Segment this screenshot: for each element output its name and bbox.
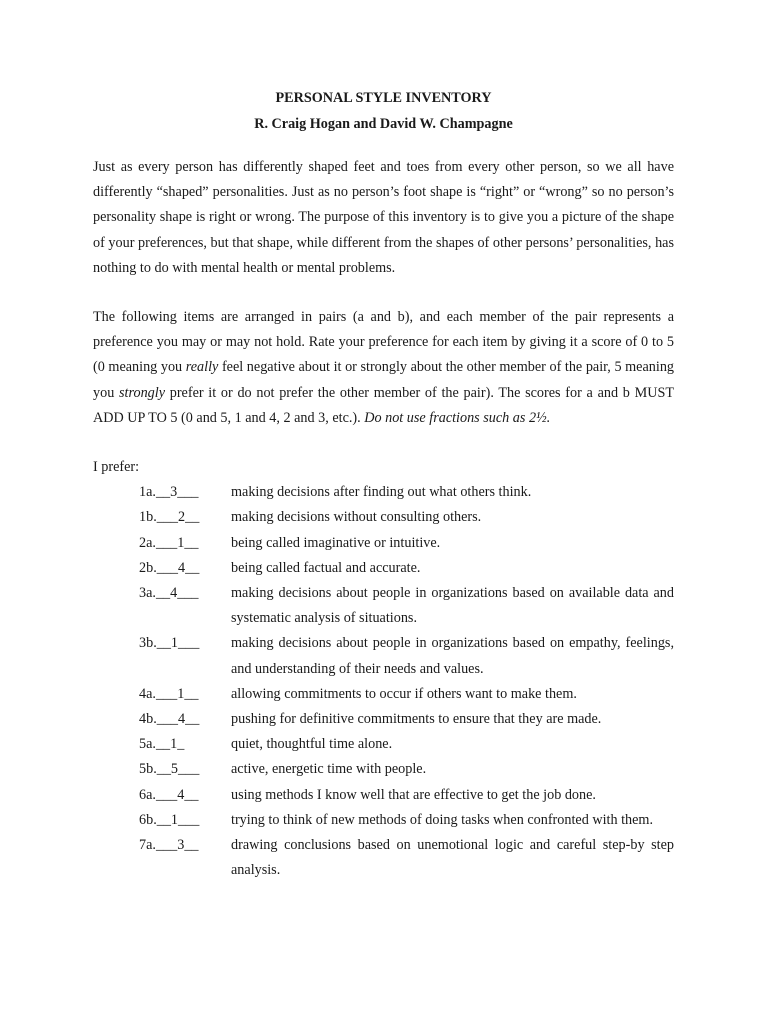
- instructions-paragraph: [93, 305, 674, 431]
- preference-item-list: [93, 480, 674, 883]
- intro-paragraph: Just as every person has differently shaped feet and toes from every other person, so we all have differently “shaped” personalities. Just as no person’s foot shape is “right” or “wrong” so no person’s personality shape is right or wrong. The purpose of this inventory is to give you a picture of the shape of your preferences, but that shape, while different from the shapes of other persons’ personalities, has nothing to do with mental health or mental problems.: [93, 159, 674, 276]
- item-text: pushing for definitive commitments to ensure that they are made.: [231, 711, 602, 728]
- item-text: active, energetic time with people.: [231, 761, 427, 778]
- item-score-label: 6b.__1___: [139, 811, 200, 828]
- item-score-label: 5b.__5___: [139, 761, 200, 778]
- item-text: making decisions without consulting others.: [231, 509, 482, 526]
- item-text: making decisions about people in organizations based on empathy, feelings, and understanding of their needs and values.: [231, 635, 674, 677]
- document-authors: R. Craig Hogan and David W. Champagne: [254, 116, 513, 132]
- preference-item: [93, 631, 674, 681]
- item-text: quiet, thoughtful time alone.: [231, 736, 393, 753]
- preference-item: [93, 682, 674, 707]
- document-page: [93, 86, 674, 883]
- item-score-label: 1b.___2__: [139, 509, 200, 526]
- preference-item: [93, 833, 674, 883]
- item-score-label: 4b.___4__: [139, 711, 200, 728]
- item-score-label: 3b.__1___: [139, 635, 200, 652]
- item-text: being called factual and accurate.: [231, 559, 421, 576]
- preference-item: [93, 505, 674, 530]
- item-text: using methods I know well that are effective to get the job done.: [231, 786, 596, 803]
- prefer-label: I prefer:: [93, 459, 140, 476]
- instructions-emphasis-fractions: Do not use fractions such as 2½.: [364, 409, 551, 426]
- instructions-text-1: The following items are arranged in pairs (a and b), and each member of the pair represents a preference you may or may not hold. Rate your preference for each item by giving it a score of 0 to 5 (0 meaning you: [93, 309, 674, 376]
- item-score-label: 1a.__3___: [139, 484, 199, 501]
- item-text: trying to think of new methods of doing tasks when confronted with them.: [231, 811, 654, 828]
- item-score-label: 4a.___1__: [139, 685, 199, 702]
- preference-item: [93, 757, 674, 782]
- preference-item: [93, 556, 674, 581]
- item-text: making decisions about people in organizations based on available data and systematic analysis of situations.: [231, 585, 674, 627]
- item-score-label: 2a.___1__: [139, 534, 199, 551]
- item-score-label: 5a.__1_: [139, 736, 185, 753]
- item-text: drawing conclusions based on unemotional logic and careful step-by step analysis.: [231, 837, 674, 879]
- item-score-label: 3a.__4___: [139, 585, 199, 602]
- instructions-emphasis-strongly: strongly: [119, 384, 165, 401]
- instructions-text-2: feel negative about it or strongly about the other member of the pair, 5 meaning you: [93, 359, 675, 401]
- preference-item: [93, 783, 674, 808]
- instructions-emphasis-really: really: [185, 359, 219, 376]
- item-text: being called imaginative or intuitive.: [231, 534, 441, 551]
- item-score-label: 6a.___4__: [139, 786, 199, 803]
- preference-item: [93, 531, 674, 556]
- item-score-label: 7a.___3__: [139, 837, 199, 854]
- item-text: allowing commitments to occur if others want to make them.: [231, 685, 577, 702]
- preference-item: [93, 732, 674, 757]
- preference-item: [93, 581, 674, 631]
- preference-item: [93, 707, 674, 732]
- item-score-label: 2b.___4__: [139, 559, 200, 576]
- preference-item: [93, 808, 674, 833]
- document-title: PERSONAL STYLE INVENTORY: [275, 90, 492, 106]
- item-text: making decisions after finding out what others think.: [231, 484, 532, 501]
- instructions-text-3: prefer it or do not prefer the other member of the pair). The scores for a and b MUST ADD UP TO 5 (0 and 5, 1 and 4, 2 and 3, etc.).: [93, 384, 675, 426]
- preference-item: [93, 480, 674, 505]
